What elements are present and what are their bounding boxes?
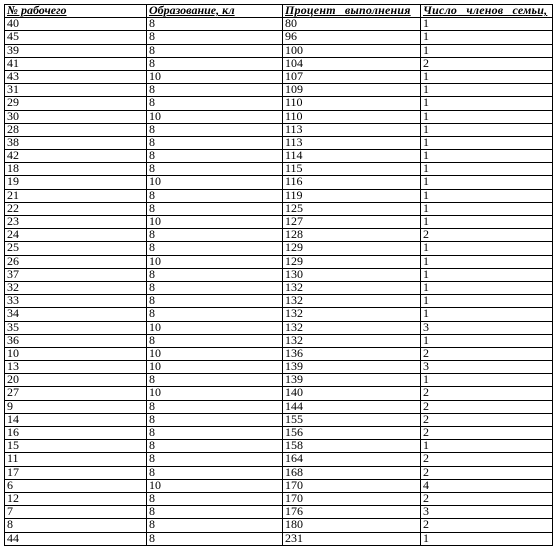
cell-worker-number: 24 <box>5 229 147 242</box>
table-row <box>5 255 553 268</box>
table-row <box>5 189 553 202</box>
table-row <box>5 492 553 505</box>
cell-education: 8 <box>147 466 283 479</box>
cell-completion-percent: 176 <box>283 506 421 519</box>
header-completion-percent: Процент выполнения <box>283 5 421 18</box>
cell-education: 8 <box>147 413 283 426</box>
cell-completion-percent: 130 <box>283 268 421 281</box>
table-row <box>5 84 553 97</box>
cell-education: 10 <box>147 347 283 360</box>
cell-worker-number: 42 <box>5 150 147 163</box>
cell-education: 8 <box>147 150 283 163</box>
header-worker-number: № рабочего <box>5 5 147 18</box>
cell-education: 8 <box>147 163 283 176</box>
cell-family-members: 1 <box>421 308 553 321</box>
cell-education: 8 <box>147 295 283 308</box>
cell-worker-number: 18 <box>5 163 147 176</box>
cell-education: 10 <box>147 361 283 374</box>
table-row <box>5 163 553 176</box>
cell-worker-number: 35 <box>5 321 147 334</box>
cell-education: 10 <box>147 387 283 400</box>
cell-worker-number: 45 <box>5 31 147 44</box>
cell-completion-percent: 158 <box>283 440 421 453</box>
cell-worker-number: 14 <box>5 413 147 426</box>
cell-family-members: 2 <box>421 466 553 479</box>
cell-education: 8 <box>147 84 283 97</box>
cell-education: 8 <box>147 268 283 281</box>
cell-completion-percent: 132 <box>283 295 421 308</box>
cell-education: 8 <box>147 44 283 57</box>
cell-worker-number: 34 <box>5 308 147 321</box>
cell-worker-number: 19 <box>5 176 147 189</box>
cell-family-members: 3 <box>421 506 553 519</box>
cell-education: 10 <box>147 110 283 123</box>
table-row <box>5 123 553 136</box>
cell-worker-number: 25 <box>5 242 147 255</box>
cell-completion-percent: 140 <box>283 387 421 400</box>
table-row <box>5 229 553 242</box>
cell-education: 8 <box>147 374 283 387</box>
cell-completion-percent: 100 <box>283 44 421 57</box>
cell-worker-number: 30 <box>5 110 147 123</box>
cell-education: 8 <box>147 57 283 70</box>
cell-worker-number: 28 <box>5 123 147 136</box>
cell-education: 8 <box>147 229 283 242</box>
cell-worker-number: 26 <box>5 255 147 268</box>
cell-worker-number: 16 <box>5 427 147 440</box>
cell-completion-percent: 132 <box>283 308 421 321</box>
table-row <box>5 242 553 255</box>
table-row <box>5 479 553 492</box>
cell-education: 8 <box>147 97 283 110</box>
cell-worker-number: 11 <box>5 453 147 466</box>
cell-education: 10 <box>147 70 283 83</box>
cell-worker-number: 8 <box>5 519 147 532</box>
cell-completion-percent: 144 <box>283 400 421 413</box>
cell-education: 8 <box>147 202 283 215</box>
table-row <box>5 308 553 321</box>
table-row <box>5 70 553 83</box>
cell-completion-percent: 132 <box>283 321 421 334</box>
cell-completion-percent: 129 <box>283 255 421 268</box>
table-row <box>5 413 553 426</box>
cell-family-members: 1 <box>421 281 553 294</box>
header-family-members: Число членов семьи, <box>421 5 553 18</box>
cell-completion-percent: 164 <box>283 453 421 466</box>
table-row <box>5 427 553 440</box>
cell-education: 8 <box>147 281 283 294</box>
cell-worker-number: 23 <box>5 216 147 229</box>
cell-worker-number: 37 <box>5 268 147 281</box>
cell-completion-percent: 96 <box>283 31 421 44</box>
cell-worker-number: 43 <box>5 70 147 83</box>
cell-completion-percent: 104 <box>283 57 421 70</box>
cell-worker-number: 31 <box>5 84 147 97</box>
table-row <box>5 466 553 479</box>
table-row <box>5 176 553 189</box>
cell-family-members: 1 <box>421 136 553 149</box>
table-row <box>5 136 553 149</box>
cell-worker-number: 33 <box>5 295 147 308</box>
cell-family-members: 1 <box>421 110 553 123</box>
table-row <box>5 44 553 57</box>
header-education: Образование, кл <box>147 5 283 18</box>
cell-family-members: 2 <box>421 453 553 466</box>
cell-family-members: 2 <box>421 57 553 70</box>
cell-worker-number: 20 <box>5 374 147 387</box>
cell-family-members: 1 <box>421 440 553 453</box>
cell-education: 8 <box>147 506 283 519</box>
cell-completion-percent: 132 <box>283 281 421 294</box>
cell-completion-percent: 180 <box>283 519 421 532</box>
cell-completion-percent: 231 <box>283 532 421 545</box>
cell-worker-number: 41 <box>5 57 147 70</box>
table-row <box>5 374 553 387</box>
cell-worker-number: 32 <box>5 281 147 294</box>
cell-family-members: 1 <box>421 268 553 281</box>
table-row <box>5 400 553 413</box>
cell-completion-percent: 110 <box>283 97 421 110</box>
cell-family-members: 1 <box>421 189 553 202</box>
cell-education: 8 <box>147 189 283 202</box>
cell-completion-percent: 125 <box>283 202 421 215</box>
table-row <box>5 18 553 31</box>
cell-family-members: 1 <box>421 334 553 347</box>
cell-completion-percent: 170 <box>283 479 421 492</box>
cell-completion-percent: 156 <box>283 427 421 440</box>
table-row <box>5 57 553 70</box>
cell-family-members: 4 <box>421 479 553 492</box>
cell-worker-number: 44 <box>5 532 147 545</box>
cell-completion-percent: 129 <box>283 242 421 255</box>
cell-worker-number: 6 <box>5 479 147 492</box>
cell-worker-number: 22 <box>5 202 147 215</box>
cell-family-members: 1 <box>421 163 553 176</box>
table-row <box>5 150 553 163</box>
cell-worker-number: 13 <box>5 361 147 374</box>
cell-education: 10 <box>147 479 283 492</box>
cell-family-members: 2 <box>421 387 553 400</box>
table-row <box>5 347 553 360</box>
table-row <box>5 532 553 545</box>
cell-education: 8 <box>147 453 283 466</box>
cell-completion-percent: 132 <box>283 334 421 347</box>
cell-family-members: 1 <box>421 18 553 31</box>
cell-worker-number: 21 <box>5 189 147 202</box>
cell-worker-number: 36 <box>5 334 147 347</box>
cell-education: 10 <box>147 176 283 189</box>
cell-education: 8 <box>147 136 283 149</box>
table-row <box>5 440 553 453</box>
table-row <box>5 268 553 281</box>
table-row <box>5 110 553 123</box>
table-row <box>5 334 553 347</box>
cell-completion-percent: 114 <box>283 150 421 163</box>
cell-completion-percent: 110 <box>283 110 421 123</box>
cell-family-members: 1 <box>421 44 553 57</box>
table-row <box>5 361 553 374</box>
cell-education: 8 <box>147 308 283 321</box>
cell-family-members: 2 <box>421 492 553 505</box>
cell-family-members: 1 <box>421 70 553 83</box>
cell-family-members: 1 <box>421 31 553 44</box>
cell-education: 10 <box>147 216 283 229</box>
cell-education: 8 <box>147 492 283 505</box>
cell-education: 8 <box>147 400 283 413</box>
cell-worker-number: 7 <box>5 506 147 519</box>
cell-education: 10 <box>147 255 283 268</box>
table-row <box>5 281 553 294</box>
cell-family-members: 1 <box>421 374 553 387</box>
cell-completion-percent: 128 <box>283 229 421 242</box>
cell-family-members: 1 <box>421 123 553 136</box>
cell-education: 8 <box>147 440 283 453</box>
table-row <box>5 31 553 44</box>
cell-completion-percent: 119 <box>283 189 421 202</box>
table-row <box>5 387 553 400</box>
cell-completion-percent: 113 <box>283 136 421 149</box>
cell-completion-percent: 113 <box>283 123 421 136</box>
cell-worker-number: 10 <box>5 347 147 360</box>
cell-completion-percent: 116 <box>283 176 421 189</box>
cell-education: 8 <box>147 334 283 347</box>
cell-worker-number: 40 <box>5 18 147 31</box>
cell-completion-percent: 107 <box>283 70 421 83</box>
cell-worker-number: 17 <box>5 466 147 479</box>
cell-family-members: 1 <box>421 202 553 215</box>
cell-family-members: 2 <box>421 427 553 440</box>
cell-family-members: 3 <box>421 321 553 334</box>
cell-family-members: 2 <box>421 400 553 413</box>
table-row <box>5 321 553 334</box>
workers-table <box>4 4 553 546</box>
cell-family-members: 1 <box>421 255 553 268</box>
cell-family-members: 1 <box>421 532 553 545</box>
cell-worker-number: 12 <box>5 492 147 505</box>
cell-education: 8 <box>147 31 283 44</box>
cell-completion-percent: 136 <box>283 347 421 360</box>
cell-completion-percent: 155 <box>283 413 421 426</box>
cell-completion-percent: 170 <box>283 492 421 505</box>
cell-completion-percent: 109 <box>283 84 421 97</box>
cell-worker-number: 27 <box>5 387 147 400</box>
cell-education: 8 <box>147 532 283 545</box>
cell-completion-percent: 139 <box>283 361 421 374</box>
cell-family-members: 1 <box>421 242 553 255</box>
table-row <box>5 519 553 532</box>
cell-education: 8 <box>147 519 283 532</box>
cell-worker-number: 39 <box>5 44 147 57</box>
cell-family-members: 1 <box>421 150 553 163</box>
cell-family-members: 1 <box>421 295 553 308</box>
table-row <box>5 97 553 110</box>
cell-family-members: 1 <box>421 97 553 110</box>
cell-family-members: 2 <box>421 519 553 532</box>
cell-family-members: 1 <box>421 176 553 189</box>
cell-worker-number: 38 <box>5 136 147 149</box>
cell-worker-number: 9 <box>5 400 147 413</box>
cell-completion-percent: 139 <box>283 374 421 387</box>
cell-completion-percent: 80 <box>283 18 421 31</box>
cell-education: 8 <box>147 242 283 255</box>
cell-education: 10 <box>147 321 283 334</box>
cell-family-members: 2 <box>421 413 553 426</box>
cell-completion-percent: 127 <box>283 216 421 229</box>
table-row <box>5 453 553 466</box>
cell-family-members: 1 <box>421 84 553 97</box>
cell-education: 8 <box>147 123 283 136</box>
cell-family-members: 2 <box>421 229 553 242</box>
table-row <box>5 202 553 215</box>
cell-family-members: 3 <box>421 361 553 374</box>
table-body <box>5 18 553 546</box>
cell-completion-percent: 115 <box>283 163 421 176</box>
table-header-row <box>5 5 553 18</box>
table-row <box>5 506 553 519</box>
cell-education: 8 <box>147 18 283 31</box>
table-row <box>5 216 553 229</box>
cell-family-members: 1 <box>421 216 553 229</box>
table-row <box>5 295 553 308</box>
cell-completion-percent: 168 <box>283 466 421 479</box>
cell-worker-number: 15 <box>5 440 147 453</box>
cell-family-members: 2 <box>421 347 553 360</box>
cell-education: 8 <box>147 427 283 440</box>
cell-worker-number: 29 <box>5 97 147 110</box>
